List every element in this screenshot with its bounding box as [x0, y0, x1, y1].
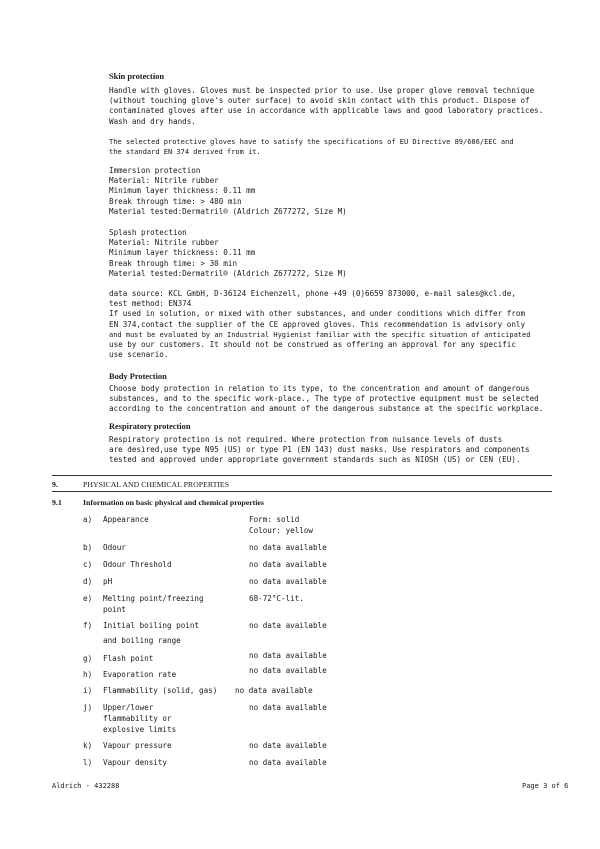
footer-page-number: Page 3 of 6: [522, 782, 569, 790]
property-name: Flash point: [103, 654, 154, 663]
property-row-flash-point: [0, 651, 600, 663]
text-line: (without touching glove's outer surface) to avoid skin contact with this product. Dispose of: [109, 96, 530, 106]
text-line: Handle with gloves. Gloves must be inspected prior to use. Use proper glove removal technique: [109, 86, 535, 95]
property-value: 68-72°C-lit.: [249, 594, 304, 603]
property-name: Melting point/freezing: [103, 594, 204, 603]
text-line: test method: EN374: [109, 299, 192, 309]
property-name: Flammability (solid, gas): [103, 686, 218, 695]
property-row-melting-point: [0, 594, 600, 614]
property-value: no data available: [249, 651, 327, 660]
property-letter: h): [83, 670, 93, 679]
text-line: are desired,use type N95 (US) or type P1 (EN 143) dust masks. Use respirators and components: [109, 445, 530, 455]
immersion-protection-block: [109, 166, 559, 217]
text-line: Break through time: > 480 min: [109, 196, 242, 206]
property-name: flammability or: [103, 714, 172, 723]
property-value: no data available: [249, 741, 327, 750]
text-line: Choose body protection in relation to its type, to the concentration and amount of dangerous: [109, 384, 530, 393]
property-row-flammability: [0, 686, 600, 698]
property-letter: f): [83, 621, 93, 630]
text-line: Immersion protection: [109, 166, 201, 175]
property-row-ph: [0, 577, 600, 589]
respiratory-protection-heading: Respiratory protection: [109, 422, 191, 431]
property-value: Colour: yellow: [249, 526, 314, 535]
skin-directive-paragraph: [109, 137, 559, 157]
property-row-odour-threshold: [0, 560, 600, 572]
property-letter: d): [83, 577, 93, 586]
text-line: Respiratory protection is not required. Where protection from nuisance levels of dusts: [109, 435, 503, 444]
section-number: 9.: [52, 480, 58, 489]
text-line: If used in solution, or mixed with other substances, and under conditions which differ from: [109, 309, 526, 319]
text-line: Wash and dry hands.: [109, 116, 196, 126]
text-line: Break through time: > 30 min: [109, 258, 238, 268]
text-line: contaminated gloves after use in accordance with applicable laws and good laboratory practices.: [109, 106, 544, 116]
property-name: Odour Threshold: [103, 560, 172, 569]
property-name: point: [103, 605, 126, 614]
property-letter: j): [83, 703, 93, 712]
text-line: EN 374,contact the supplier of the CE approved gloves. This recommendation is advisory only: [109, 319, 526, 329]
subsection-title: Information on basic physical and chemical properties: [83, 498, 264, 507]
glove-data-source-block: [109, 289, 559, 360]
respiratory-protection-text: [109, 435, 559, 466]
property-name: Appearance: [103, 515, 149, 524]
property-letter: g): [83, 654, 93, 663]
text-line: Material tested:Dermatril® (Aldrich Z677272, Size M): [109, 268, 347, 278]
property-letter: l): [83, 758, 93, 767]
skin-gloves-paragraph: [109, 86, 559, 127]
body-protection-text: [109, 384, 559, 415]
property-value: no data available: [249, 621, 327, 630]
text-line: the standard EN 374 derived from it.: [109, 148, 261, 157]
property-letter: c): [83, 560, 93, 569]
text-line: tested and approved under appropriate government standards such as NIOSH (US) or CEN (EU).: [109, 455, 521, 465]
property-row-evaporation-rate: [0, 666, 600, 678]
text-line: Splash protection: [109, 228, 187, 237]
property-value: no data available: [249, 758, 327, 767]
body-protection-heading: Body Protection: [109, 372, 167, 381]
property-letter: i): [83, 686, 93, 695]
text-line: Material tested:Dermatril® (Aldrich Z677272, Size M): [109, 206, 347, 216]
property-value: no data available: [235, 686, 313, 695]
property-letter: e): [83, 594, 93, 603]
text-line: according to the concentration and amount of the dangerous substance at the specific workplace.: [109, 404, 544, 414]
property-row-boiling-point: [0, 621, 600, 645]
property-letter: b): [83, 543, 93, 552]
property-name: Odour: [103, 543, 126, 552]
property-row-vapour-pressure: [0, 741, 600, 753]
property-value: no data available: [249, 703, 327, 712]
section-divider: [52, 491, 552, 492]
property-value: Form: solid: [249, 515, 300, 524]
property-row-odour: [0, 543, 600, 555]
property-name: Vapour density: [103, 758, 168, 767]
property-name: explosive limits: [103, 725, 177, 734]
text-line: and must be evaluated by an Industrial Hygienist familiar with the specific situation of anticipated: [109, 330, 531, 339]
text-line: The selected protective gloves have to satisfy the specifications of EU Directive 89/686/EEC and: [109, 138, 514, 146]
property-row-vapour-density: [0, 758, 600, 770]
property-row-appearance: [0, 515, 600, 535]
text-line: use by our customers. It should not be construed as offering an approval for any specific: [109, 340, 516, 350]
property-value: no data available: [249, 577, 327, 586]
text-line: Material: Nitrile rubber: [109, 176, 219, 186]
splash-protection-block: [109, 228, 559, 279]
text-line: data source: KCL GmbH, D-36124 Eichenzell, phone +49 (0)6659 873000, e-mail sales@kcl.de,: [109, 289, 516, 298]
text-line: Material: Nitrile rubber: [109, 238, 219, 248]
subsection-number: 9.1: [52, 498, 62, 507]
property-name: and boiling range: [103, 636, 181, 645]
text-line: Minimum layer thickness: 0.11 mm: [109, 186, 256, 196]
property-letter: k): [83, 741, 93, 750]
property-value: no data available: [249, 560, 327, 569]
property-name: Upper/lower: [103, 703, 154, 712]
property-name: pH: [103, 577, 113, 586]
property-name: Vapour pressure: [103, 741, 172, 750]
text-line: use scenario.: [109, 350, 169, 360]
property-value: no data available: [249, 666, 327, 675]
text-line: substances, and to the specific work-place., The type of protective equipment must be selected: [109, 394, 539, 404]
property-letter: a): [83, 515, 93, 524]
section-divider: [52, 475, 552, 476]
property-row-explosive-limits: [0, 703, 600, 734]
skin-protection-heading: Skin protection: [109, 72, 164, 81]
property-value: no data available: [249, 543, 327, 552]
property-name: Evaporation rate: [103, 670, 177, 679]
section-title: PHYSICAL AND CHEMICAL PROPERTIES: [83, 480, 230, 489]
property-name: Initial boiling point: [103, 621, 200, 630]
footer-product-code: Aldrich - 432288: [52, 782, 120, 790]
text-line: Minimum layer thickness: 0.11 mm: [109, 248, 256, 258]
